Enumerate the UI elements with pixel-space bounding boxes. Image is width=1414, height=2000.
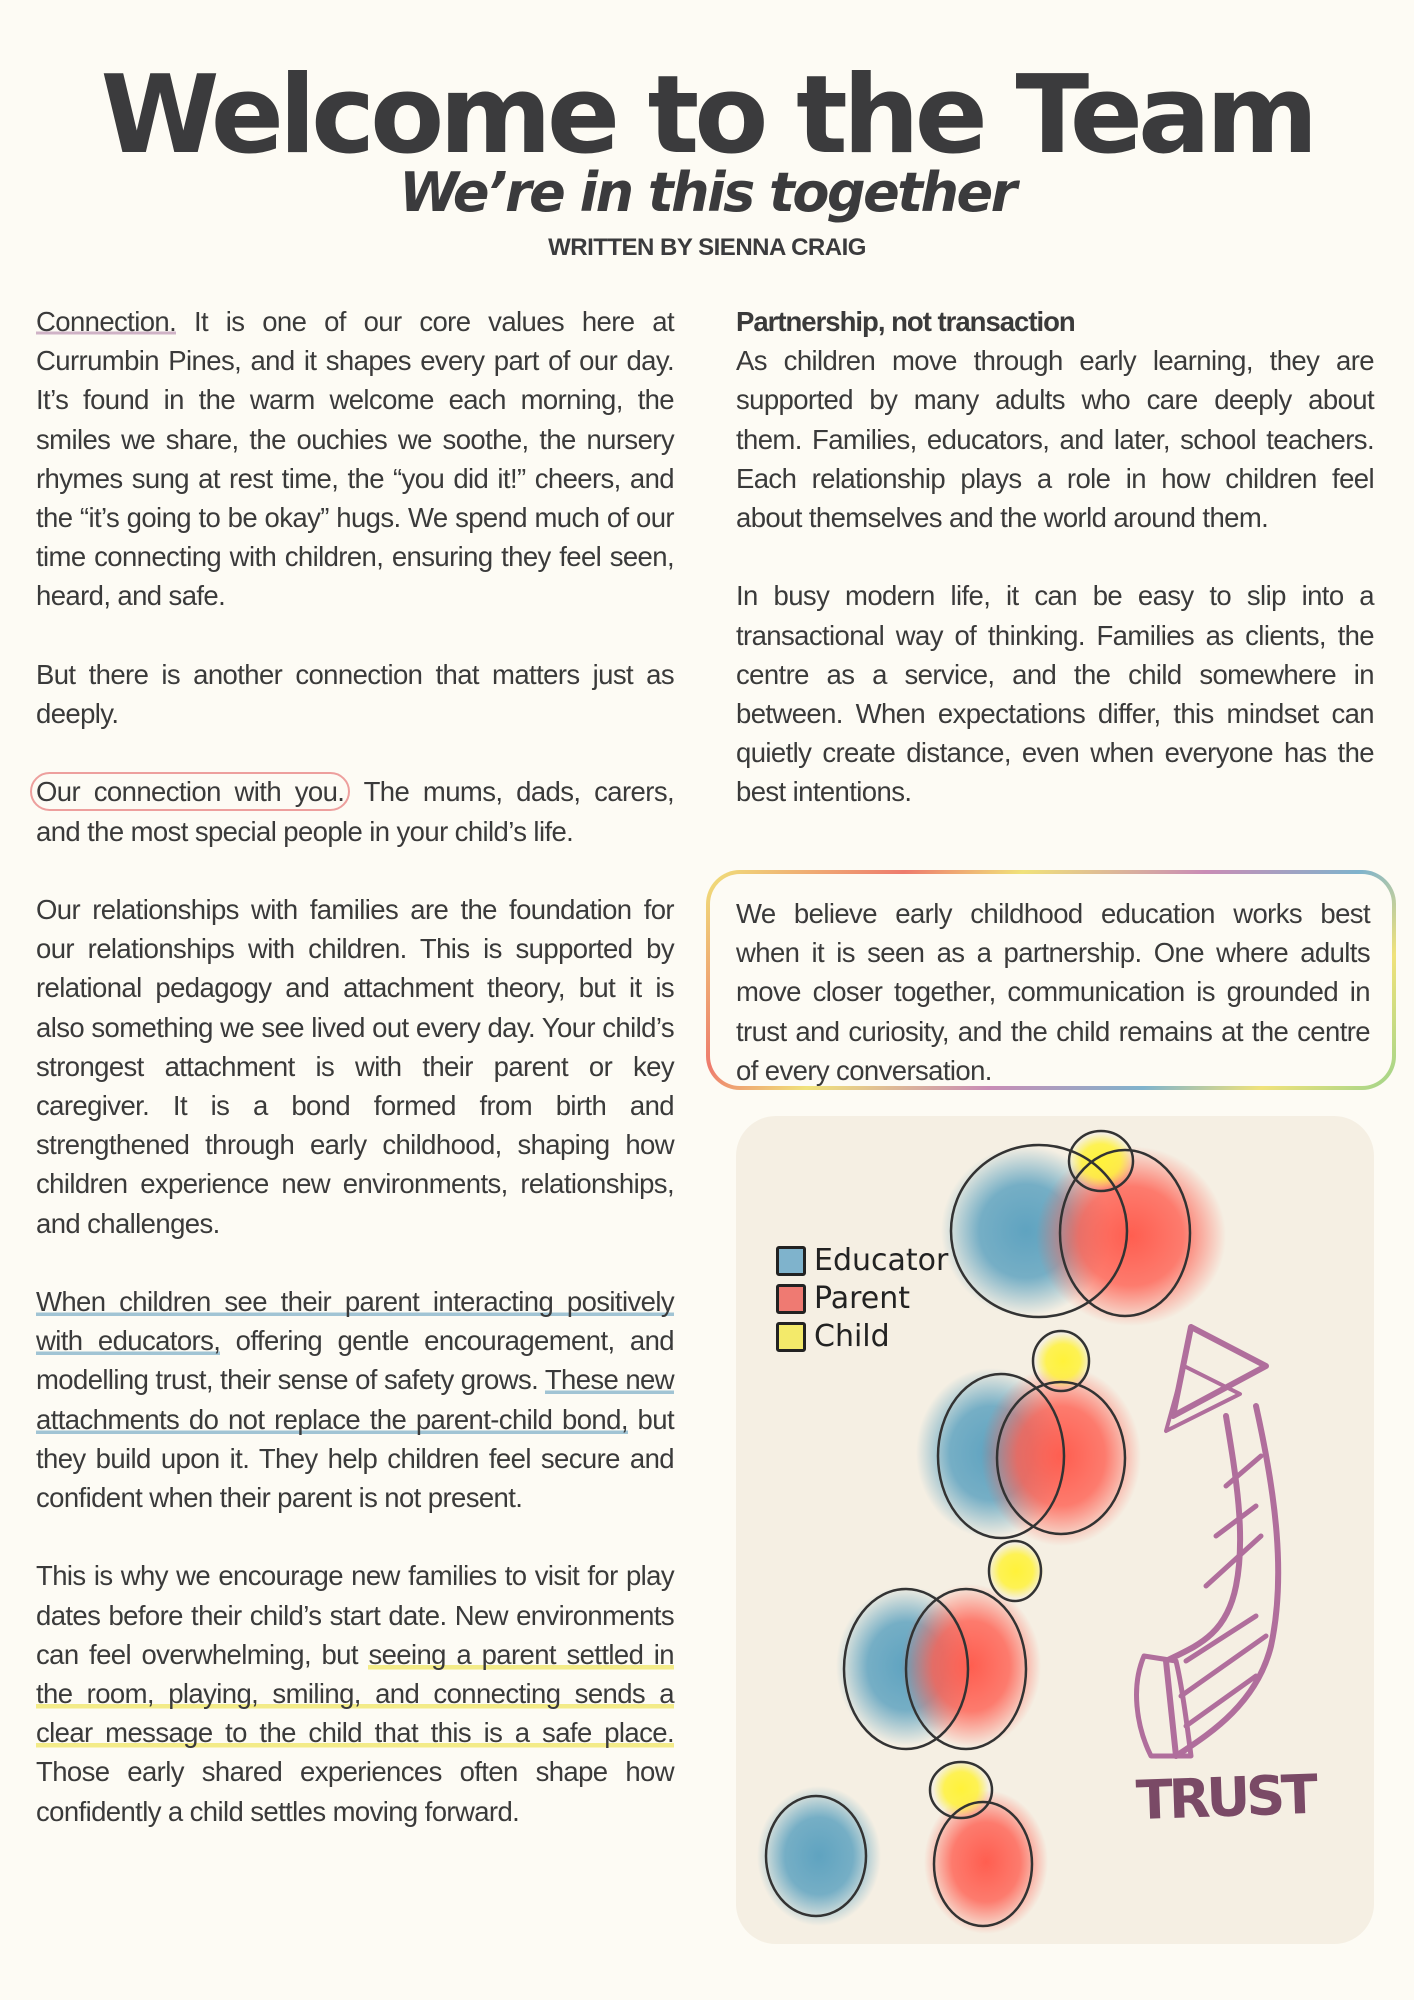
venn-group-3	[836, 1541, 1044, 1749]
paragraph-connection: Connection. It is one of our core values here at Currumbin Pines, and it shapes every part of our day. It’s found in the warm welcome each morning, the smiles we share, the ouchies we soothe, the nursery rhymes sung at rest time, the “you did it!” cheers, and the “it’s going to be okay” hugs. We spend much of our time connecting with children, ensuring they feel seen, heard, and safe.	[36, 306, 674, 612]
page-title: Welcome to the Team	[100, 53, 1314, 178]
quote-text: We believe early childhood education works best when it is seen as a partnership. One where adults move closer together, communication is grounded in trust and curiosity, and the child remains at the centre of every conversation.	[736, 898, 1370, 1086]
trust-diagram	[736, 1116, 1374, 1944]
paragraph-attachments: When children see their parent interacting positively with educators, offering gentle encouragement, and modelling trust, their sense of safety grows. These new attachments do not replace the parent-child bond, but they build upon it. They help children feel secure and confident when their parent is not present.	[36, 1286, 674, 1514]
child-swatch-icon	[776, 1322, 806, 1352]
quote-box	[706, 870, 1396, 1090]
paragraph-relationships: Our relationships with families are the foundation for our relationships with children. This is supported by relational pedagogy and attachment theory, but it is also something we see lived out every day. Your child’s strongest attachment is with their parent or key caregiver. It is a bond formed from birth and strengthened through early childhood, shaping how children experience new environments, relationships, and challenges.	[36, 894, 674, 1239]
educator-swatch-icon	[776, 1246, 806, 1276]
diagram-legend	[776, 1242, 948, 1356]
child-blob	[1069, 1133, 1133, 1189]
left-column	[36, 302, 674, 1870]
highlight-interacting: When children see their parent interacting positively with educators,	[36, 1286, 674, 1357]
educator-fill	[819, 1116, 821, 1117]
legend-item-child: Child	[776, 1318, 948, 1356]
parent-swatch-icon	[776, 1284, 806, 1314]
paragraph-our-connection: Our connection with you. The mums, dads, carers, and the most special people in your child’s life.	[36, 772, 674, 850]
highlight-attachments: These new attachments do not replace the parent-child bond,	[36, 1364, 674, 1435]
byline: WRITTEN BY SIENNA CRAIG	[548, 234, 866, 261]
parent-blob	[981, 1366, 1141, 1546]
paragraph-transactional: In busy modern life, it can be easy to slip into a transactional way of thinking. Families as clients, the centre as a service, and the child somewhere in between. When expectations differ, this mindset can quietly create distance, even when everyone has the best intentions.	[736, 580, 1374, 808]
paragraph-play-dates: This is why we encourage new families to visit for play dates before their child’s start date. New environments can feel overwhelming, but seeing a parent settled in the room, playing, smiling, and connecting sends a clear message to the child that this is a safe place. Those early shared experiences often shape how confidently a child settles moving forward.	[36, 1560, 674, 1827]
paragraph-partnership: As children move through early learning, they are supported by many adults who care deeply about them. Families, educators, and later, school teachers. Each relationship plays a role in how children feel about themselves and the world around them.	[736, 345, 1374, 534]
highlight-safe-place: seeing a parent settled in the room, playing, smiling, and connecting sends a clear message to the child that this is a safe place.	[36, 1638, 674, 1749]
paragraph-another-connection: But there is another connection that matters just as deeply.	[36, 658, 674, 730]
legend-item-parent: Parent	[776, 1280, 948, 1318]
highlight-our-connection: Our connection with you.	[30, 772, 350, 811]
trust-label: TRUST	[1134, 1762, 1316, 1833]
educator-blob	[757, 1786, 881, 1926]
trust-arrow-icon	[1137, 1327, 1279, 1756]
venn-group-2	[916, 1331, 1141, 1546]
highlight-connection: Connection.	[36, 306, 177, 337]
page-subtitle: We’re in this together	[399, 161, 1015, 224]
legend-item-educator: Educator	[776, 1242, 948, 1280]
section-heading: Partnership, not transaction	[736, 306, 1075, 337]
educator-fill	[799, 1116, 801, 1117]
right-column	[736, 302, 1374, 851]
venn-group-4	[757, 1761, 1048, 1934]
